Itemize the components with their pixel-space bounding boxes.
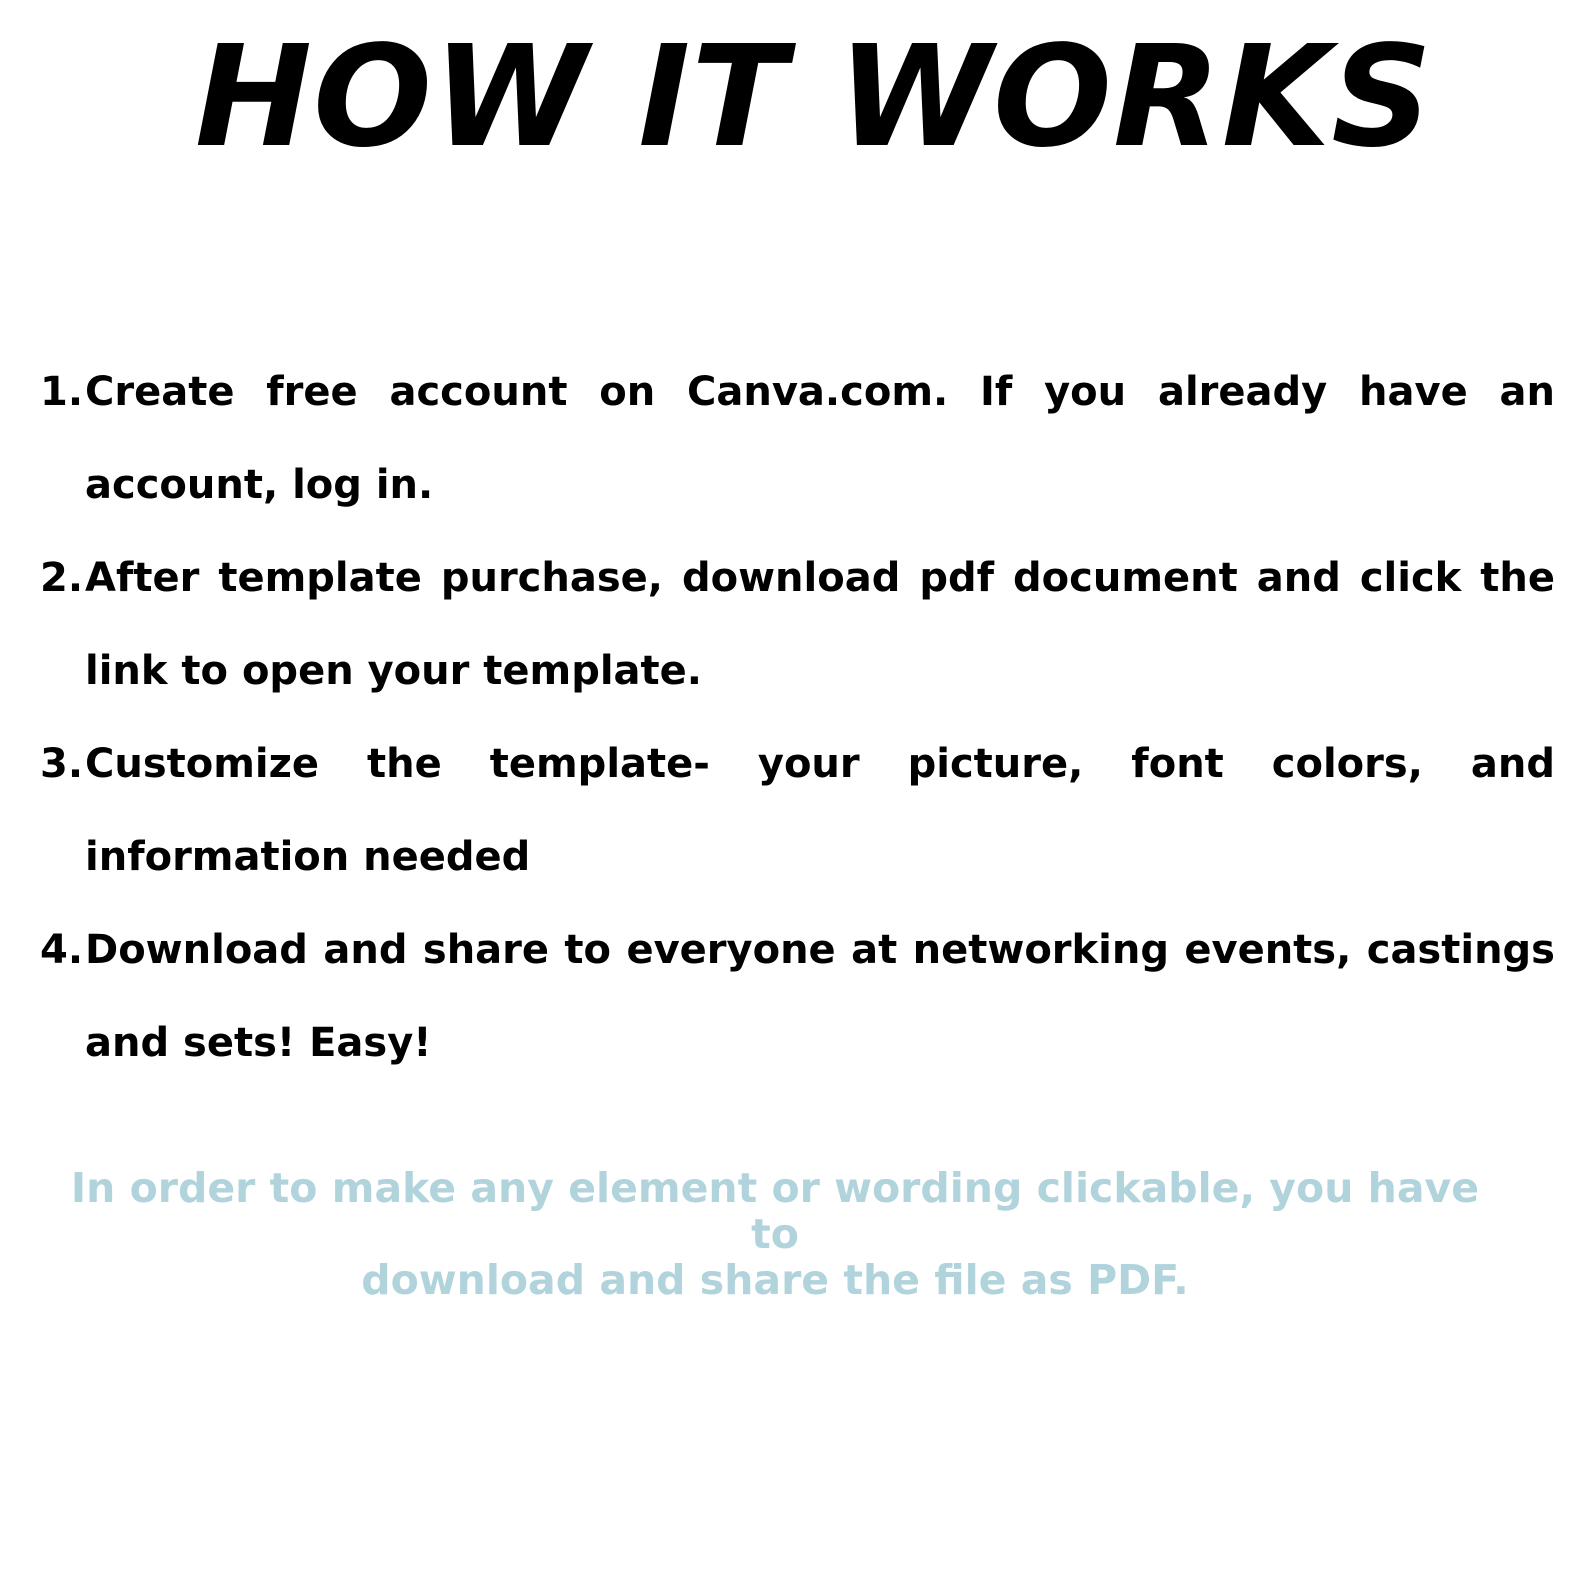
step-text: After template purchase, download pdf document and click the link to open your template.	[85, 555, 1555, 694]
pdf-note-line-2: download and share the file as PDF.	[361, 1256, 1189, 1304]
list-item-step-2	[40, 532, 1555, 718]
page-title: HOW IT WORKS	[194, 16, 1434, 179]
list-item-step-3	[40, 718, 1555, 904]
step-number: 2.	[40, 555, 84, 601]
step-text: Create free account on Canva.com. If you already have an account, log in.	[85, 369, 1555, 508]
list-item-step-1	[40, 346, 1555, 532]
pdf-note-line-1: In order to make any element or wording clickable, you have to	[70, 1164, 1480, 1258]
step-text: Download and share to everyone at networking events, castings and sets! Easy!	[85, 927, 1555, 1066]
steps-list	[40, 346, 1555, 1090]
step-number: 1.	[40, 369, 84, 415]
step-number: 4.	[40, 927, 84, 973]
step-text: Customize the template- your picture, font colors, and information needed	[85, 741, 1555, 880]
pdf-note	[40, 1165, 1510, 1303]
step-number: 3.	[40, 741, 84, 787]
list-item-step-4	[40, 904, 1555, 1090]
